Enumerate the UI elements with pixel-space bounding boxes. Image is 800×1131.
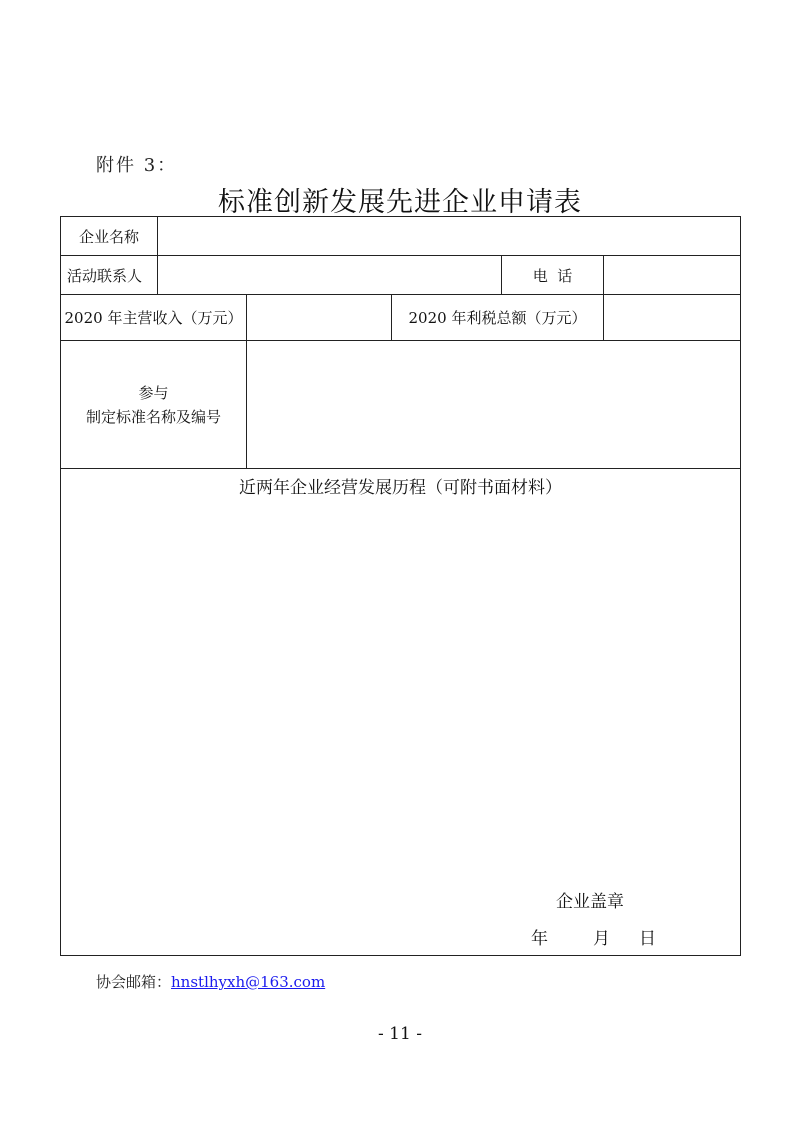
phone-field[interactable]: [604, 256, 741, 295]
revenue-field[interactable]: [247, 295, 392, 341]
standards-label-line2: 制定标准名称及编号: [85, 407, 221, 426]
history-field[interactable]: [61, 469, 741, 956]
revenue-label: 2020 年主营收入（万元）: [61, 295, 247, 341]
contact-field[interactable]: [158, 256, 502, 295]
company-name-field[interactable]: [158, 217, 741, 256]
page-title: 标准创新发展先进企业申请表: [218, 187, 582, 218]
date-day: 日: [639, 929, 657, 949]
email-line: [96, 971, 325, 992]
row-standards: [61, 341, 741, 469]
row-company-name: [61, 217, 741, 256]
row-contact: [61, 256, 741, 295]
tax-field[interactable]: [604, 295, 741, 341]
row-finance: [61, 295, 741, 341]
attachment-label: 附件 3：: [96, 155, 178, 176]
date-month: 月: [593, 929, 611, 949]
email-label: 协会邮箱：: [96, 973, 172, 991]
phone-label-text: 电 话: [532, 266, 573, 285]
row-history: [61, 469, 741, 956]
seal-label: 企业盖章: [556, 892, 624, 912]
application-form-table: [60, 216, 741, 956]
phone-label: [502, 256, 604, 295]
history-label: 近两年企业经营发展历程（可附书面材料）: [239, 478, 563, 498]
contact-label: 活动联系人: [61, 256, 158, 295]
tax-label: 2020 年利税总额（万元）: [392, 295, 604, 341]
page-number: - 11 -: [378, 1024, 422, 1044]
company-name-label: 企业名称: [61, 217, 158, 256]
email-link[interactable]: hnstlhyxh@163.com: [171, 973, 326, 991]
standards-label-line1: 参与: [138, 383, 169, 402]
standards-field[interactable]: [247, 341, 741, 469]
date-line: [531, 924, 657, 949]
date-year: 年: [531, 929, 549, 949]
standards-label: [61, 341, 247, 469]
